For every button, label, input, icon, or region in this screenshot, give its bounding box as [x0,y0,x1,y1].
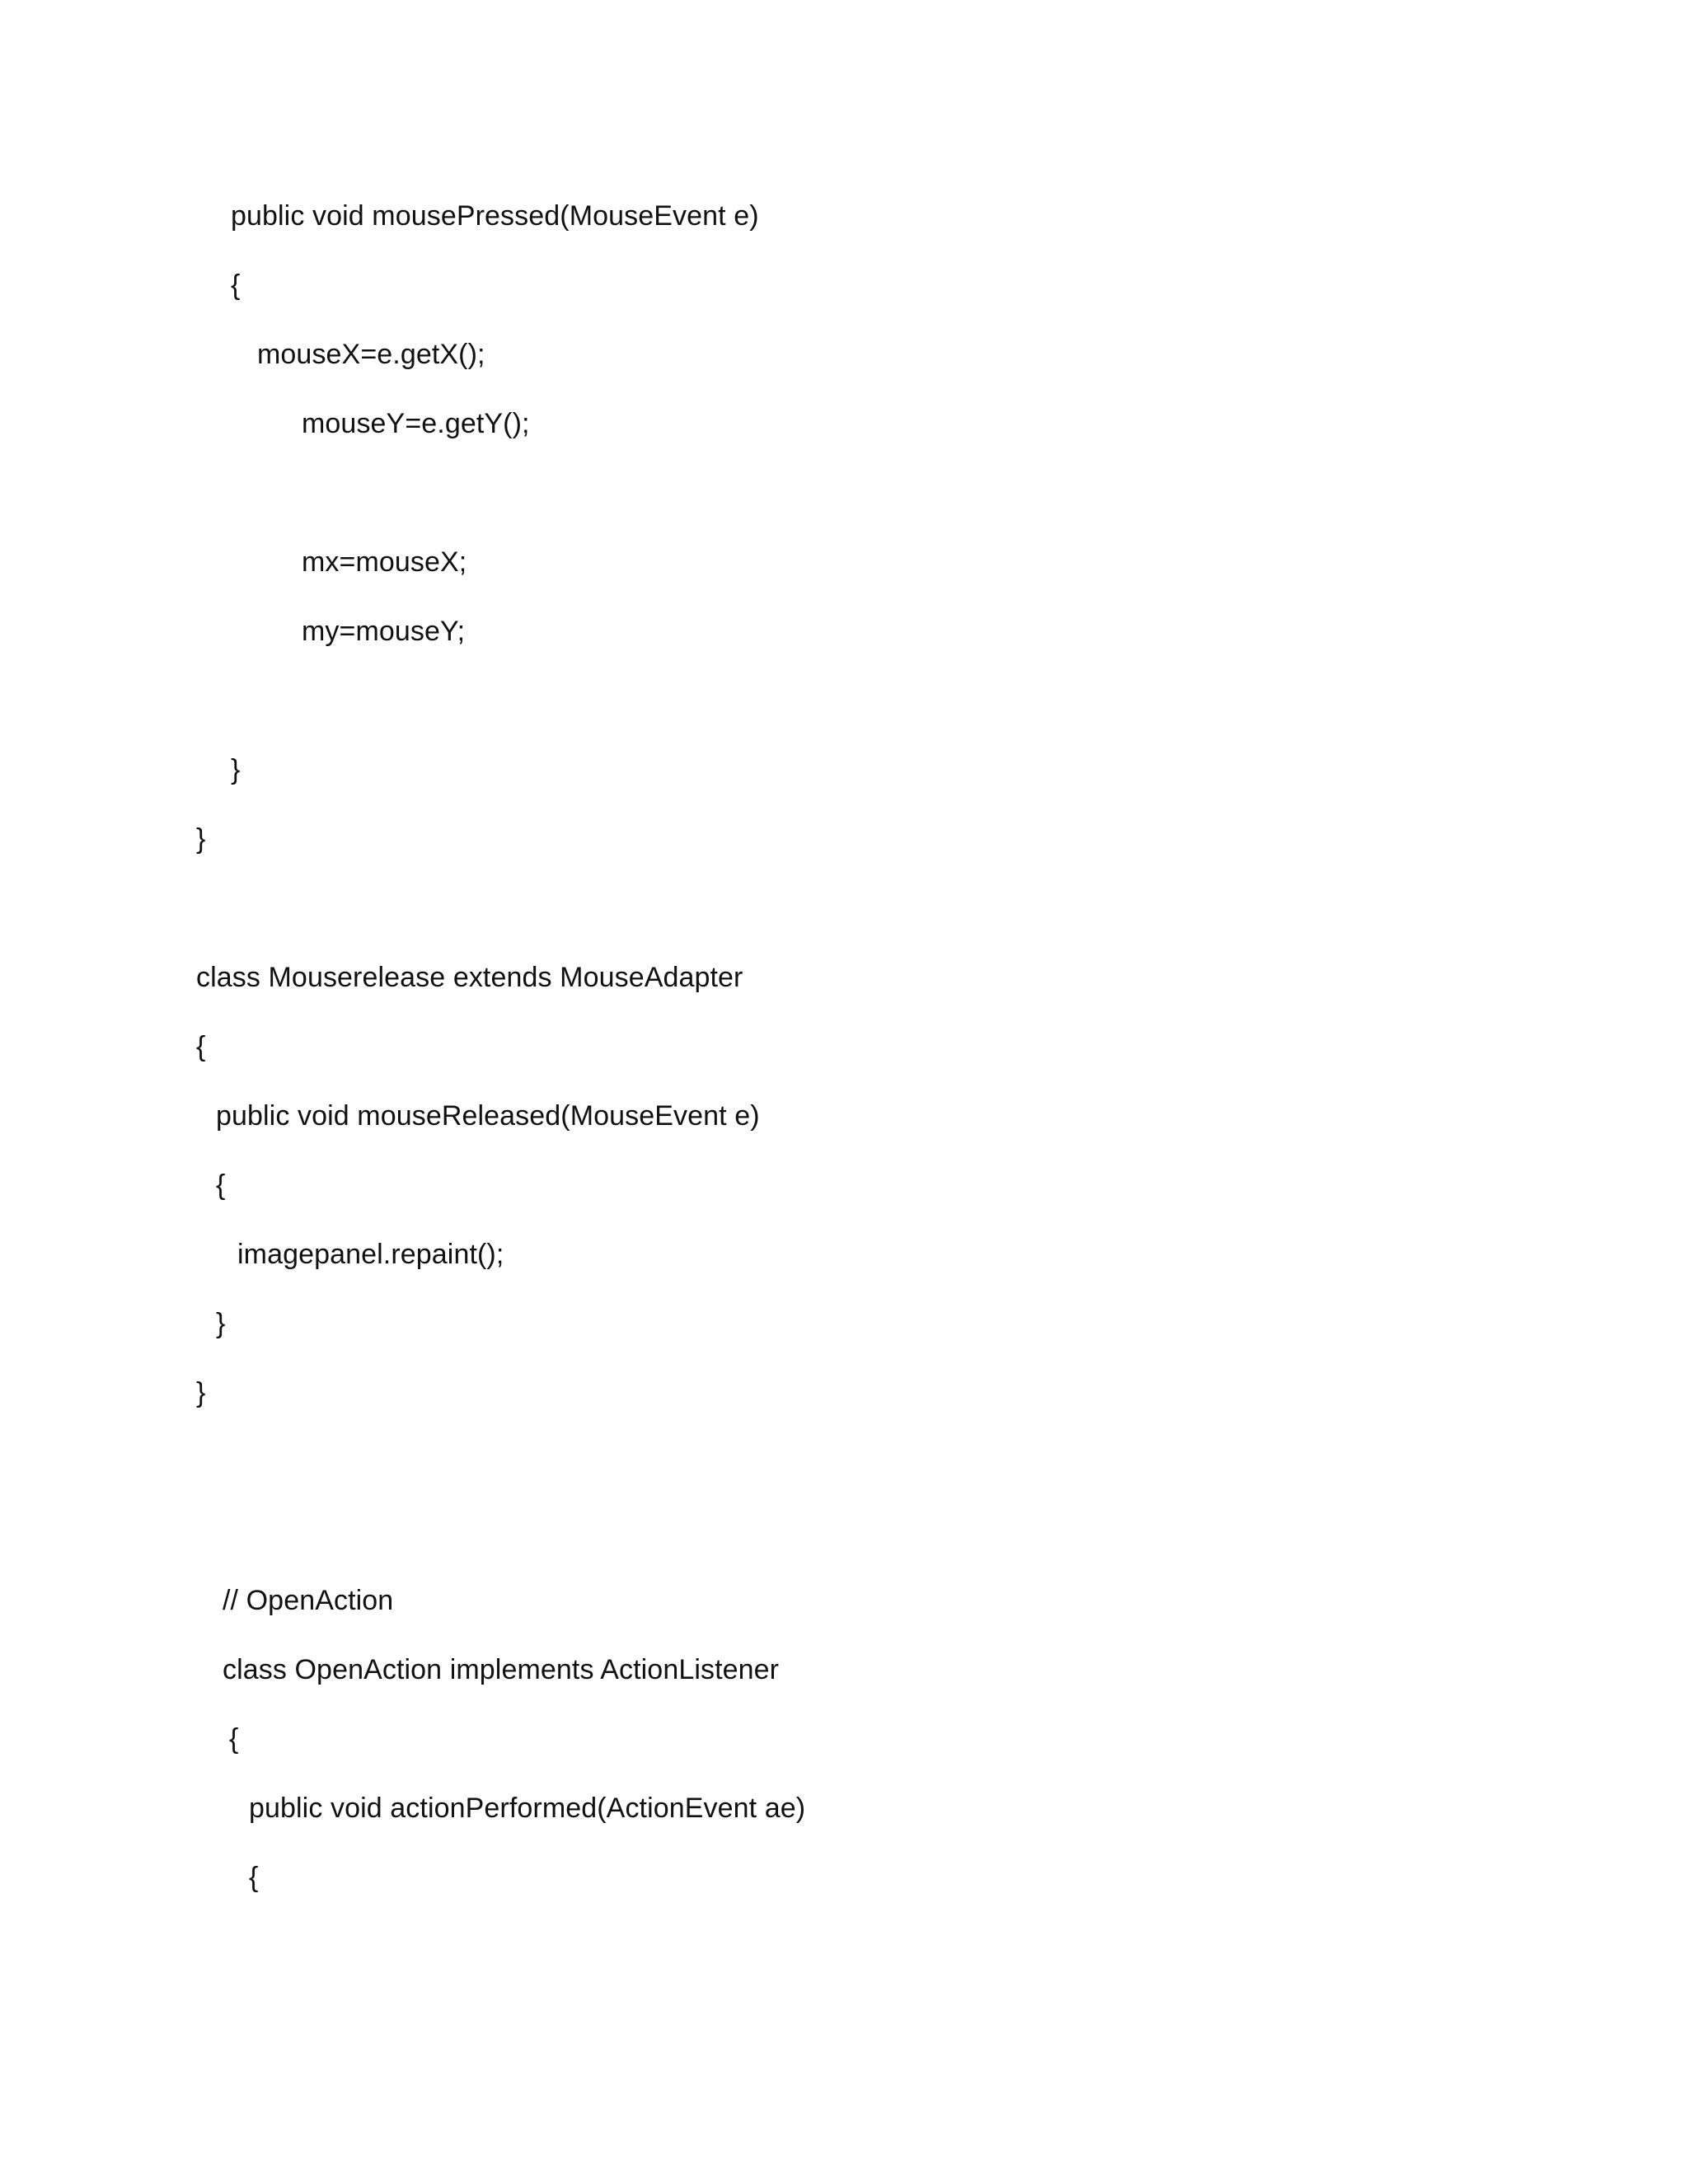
code-line-mouserelease-class: class Mouserelease extends MouseAdapter [196,962,743,993]
code-line-mousereleased-signature: public void mouseReleased(MouseEvent e) [216,1100,760,1132]
code-line-mousex-assign: mouseX=e.getX(); [257,339,485,370]
code-line-comment-openaction: // OpenAction [223,1585,394,1616]
code-line-mousepressed-signature: public void mousePressed(MouseEvent e) [231,200,759,232]
code-line-open-brace: { [229,1723,239,1755]
code-line-open-brace: { [216,1169,226,1201]
code-line-close-brace: } [196,1377,206,1408]
code-line-close-brace: } [231,754,241,785]
code-line-my-assign: my=mouseY; [302,616,466,647]
code-line-open-brace: { [196,1031,206,1062]
code-line-open-brace: { [231,269,241,301]
code-line-repaint-call: imagepanel.repaint(); [237,1239,504,1270]
code-line-mousey-assign: mouseY=e.getY(); [302,408,530,439]
code-line-close-brace: } [196,823,206,855]
code-line-actionperformed-signature: public void actionPerformed(ActionEvent ae) [249,1793,806,1824]
code-line-openaction-class: class OpenAction implements ActionListener [223,1654,780,1685]
code-line-mx-assign: mx=mouseX; [302,546,467,578]
code-line-close-brace: } [216,1308,226,1339]
code-line-open-brace: { [249,1862,259,1893]
